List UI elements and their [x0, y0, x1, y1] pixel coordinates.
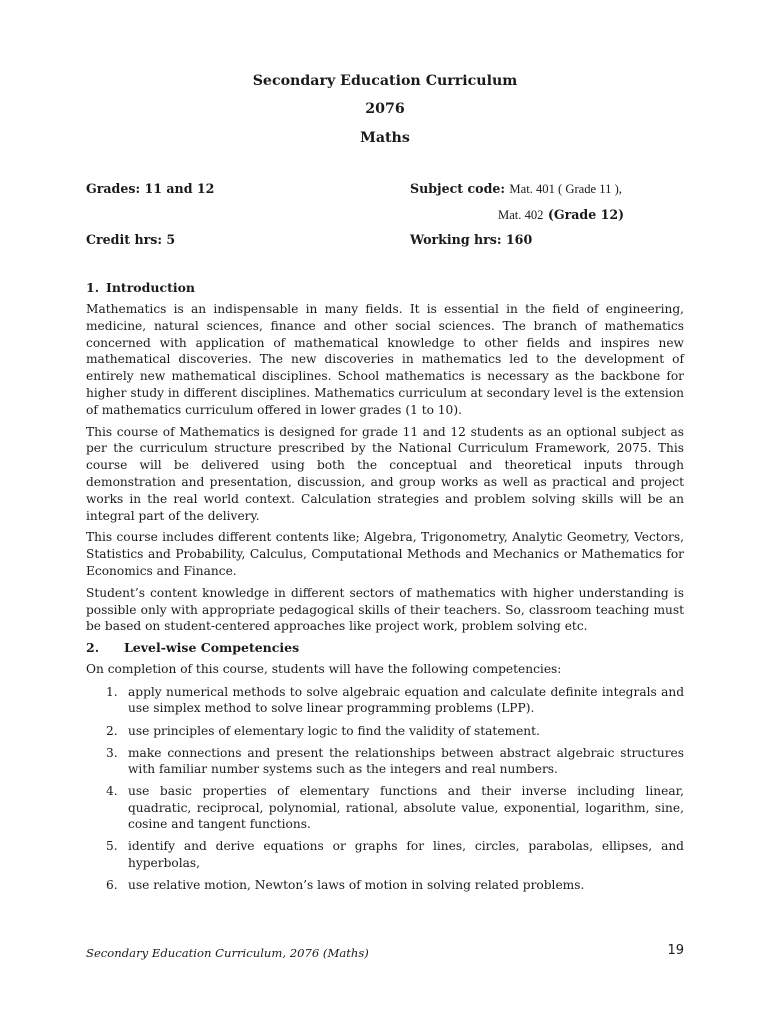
list-item-text: make connections and present the relationships between abstract algebraic structures with familiar number systems such as the integers and real numbers.	[128, 745, 684, 777]
document-year: 2076	[365, 101, 405, 117]
list-item-number: 3.	[106, 745, 118, 760]
list-item-text: use relative motion, Newton’s laws of motion in solving related problems.	[128, 877, 585, 892]
section-number: 2.	[86, 640, 100, 656]
document-subject: Maths	[360, 130, 410, 146]
section-heading-introduction	[86, 280, 684, 296]
paragraph: Student’s content knowledge in different sectors of mathematics with higher understanding is possible only with appropriate pedagogical skills of their teachers. So, classroom teaching must be based on student-centered approaches like project work, problem solving etc.	[86, 585, 684, 634]
list-item-number: 2.	[106, 723, 118, 738]
paragraph: This course includes different contents like; Algebra, Trigonometry, Analytic Geometry, Vectors, Statistics and Probability, Calculus, Computational Methods and Mechanics or Mathematics for Economics and Finance.	[86, 530, 684, 578]
page-footer: Secondary Education Curriculum, 2076 (Maths)	[86, 946, 369, 960]
paragraph: This course of Mathematics is designed for grade 11 and 12 students as an optional subject as per the curriculum structure prescribed by the National Curriculum Framework, 2075. This course will be delivered using both the conceptual and theoretical inputs through demonstration and presentation, discussion, and group works as well as practical and project works in the real world context. Calculation strategies and problem solving skills will be an integral part of the delivery.	[86, 424, 684, 523]
subject-code-grade-12-label: (Grade 12)	[547, 207, 625, 222]
section-title: Introduction	[106, 280, 196, 295]
list-item	[86, 723, 684, 739]
credit-hours: Credit hrs: 5	[86, 232, 176, 247]
list-item-text: use principles of elementary logic to find the validity of statement.	[128, 723, 540, 738]
page-number: 19	[667, 943, 684, 958]
list-item-text: apply numerical methods to solve algebraic equation and calculate definite integrals and use simplex method to solve linear programming problems (LPP).	[128, 684, 684, 716]
list-item	[86, 745, 684, 778]
list-item	[86, 838, 684, 871]
list-item-number: 5.	[106, 839, 118, 854]
document-title: Secondary Education Curriculum	[252, 73, 518, 89]
grades-label: Grades: 11 and 12	[86, 181, 215, 196]
competency-list	[86, 684, 684, 893]
competencies-intro: On completion of this course, students will have the following competencies:	[86, 662, 562, 677]
subject-code-line-1	[410, 181, 622, 197]
list-item-text: identify and derive equations or graphs for lines, circles, parabolas, ellipses, and hyperbolas,	[128, 839, 684, 870]
list-item-number: 6.	[106, 877, 118, 892]
subject-code-grade-11: Mat. 401 ( Grade 11 ),	[509, 182, 622, 196]
list-item-text: use basic properties of elementary functions and their inverse including linear, quadratic, reciprocal, polynomial, rational, absolute value, exponential, logarithm, sine, cosine and tangent functions.	[128, 784, 684, 832]
list-item-number: 1.	[106, 684, 118, 699]
list-item	[86, 877, 684, 893]
list-item	[86, 684, 684, 717]
section-number: 1.	[86, 280, 100, 295]
working-hours: Working hrs: 160	[410, 232, 533, 247]
subject-code-label: Subject code:	[410, 181, 506, 196]
list-item	[86, 783, 684, 832]
subject-code-grade-12-code: Mat. 402	[498, 208, 544, 222]
paragraph: Mathematics is an indispensable in many fields. It is essential in the field of engineering, medicine, natural sciences, finance and other social sciences. The branch of mathematics concerned with application of mathematical knowledge to other fields and inspires new mathematical discoveries. The new discoveries in mathematics led to the development of entirely new mathematical disciplines. School mathematics is necessary as the backbone for higher study in different disciplines. Mathematics curriculum at secondary level is the extension of mathematics curriculum offered in lower grades (1 to 10).	[86, 302, 684, 417]
section-title: Level-wise Competencies	[124, 640, 300, 656]
section-heading-competencies	[86, 640, 684, 656]
subject-code-line-2	[498, 207, 624, 223]
list-item-number: 4.	[106, 784, 118, 799]
document-body	[86, 280, 684, 899]
